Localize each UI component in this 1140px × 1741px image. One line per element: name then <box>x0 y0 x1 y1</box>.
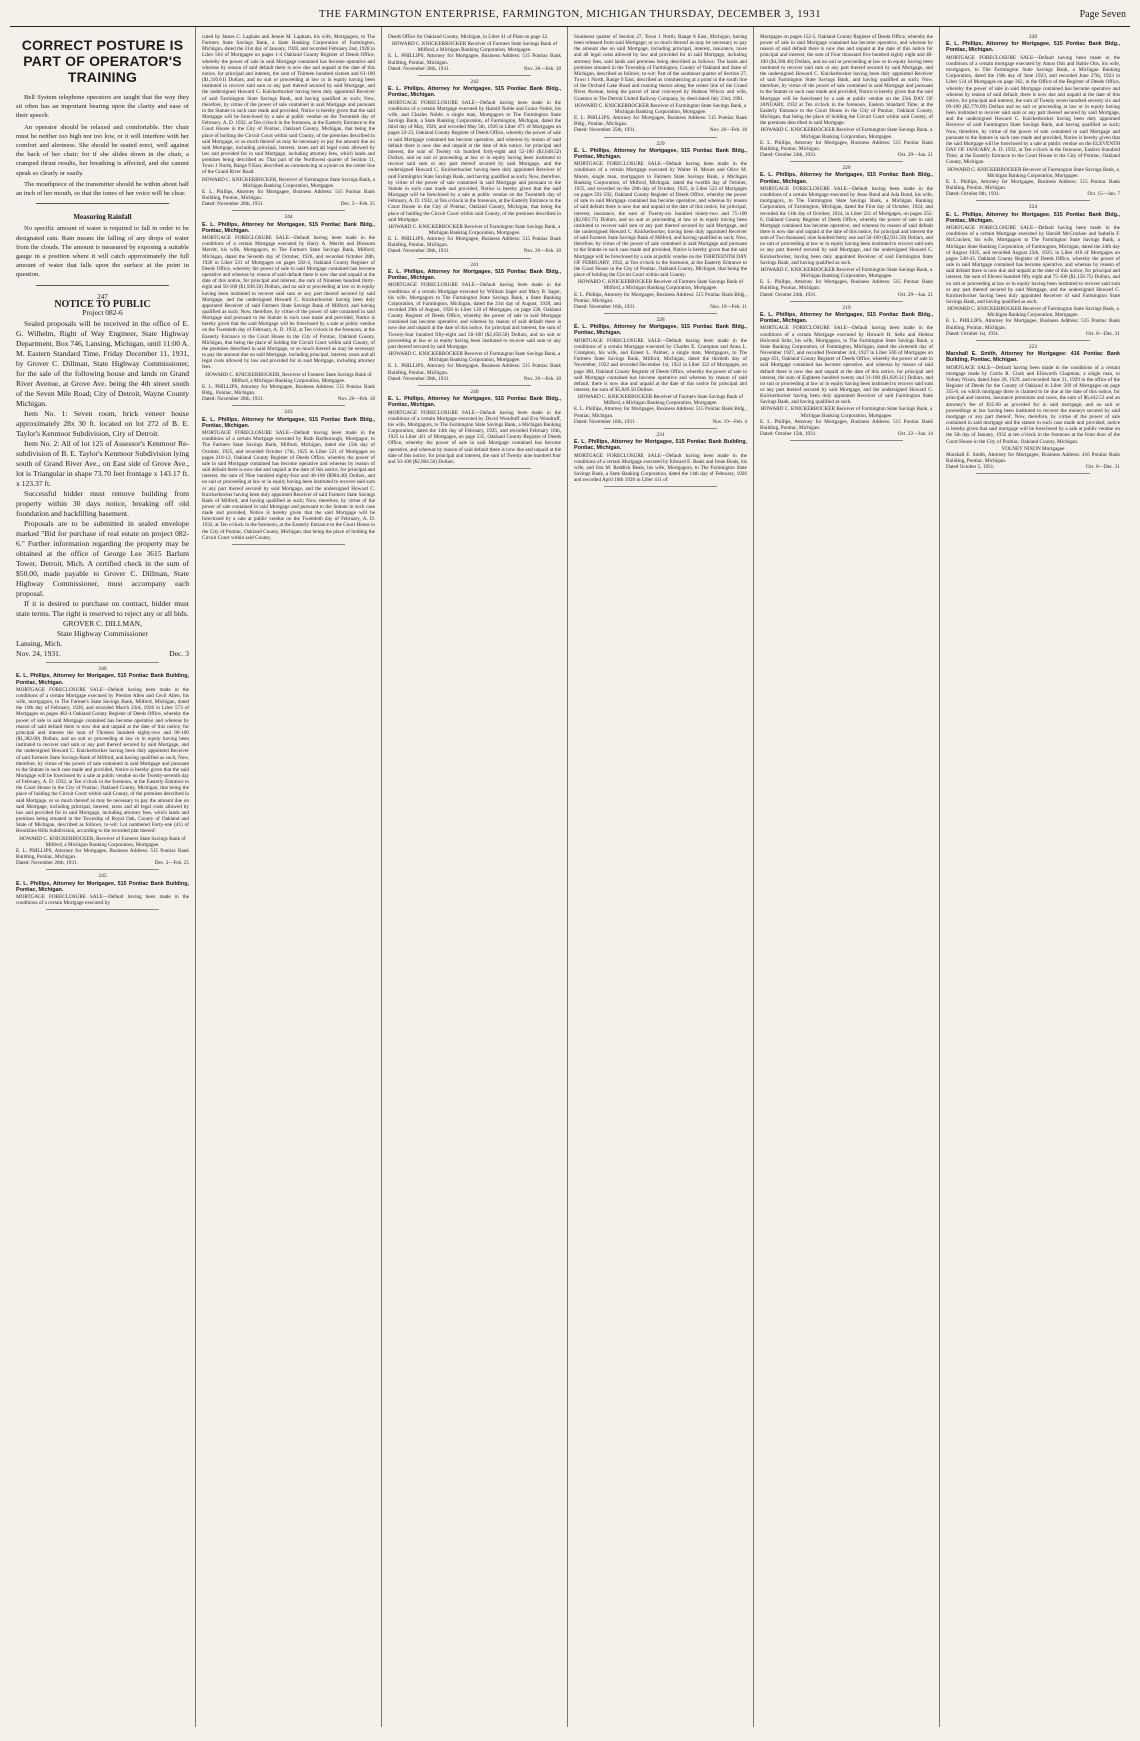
ads-col4 <box>574 34 747 487</box>
divider <box>418 385 531 386</box>
attorney-signature: E. L. PHILLIPS, Attorney for Mortgagee, Business Address: 515 Pontiac Bank Building, Pontiac, Michigan. <box>946 318 1120 331</box>
receiver-signature: HOWARD C. KNICKERBOCKER, Receiver of Farmers State Savings Bank of Milford, a Michigan Banking Corporation, Mortgagee. <box>205 371 372 384</box>
story-paragraph: An operator should be relaxed and comfortable. Her chair must be neither too high nor too low, or it will interfere with her comfort and alertness. She should be seated erect, well against the back of her chair; for if she slides down in the chair, a cramped thrust results, her breathing is affected, and she cannot speak so clearly or easily. <box>16 123 189 177</box>
divider <box>418 468 531 469</box>
attorney-signature: E. L. PHILLIPS, Attorney for Mortgagee, Business Address: 515 Pontiac Bank Building, Pontiac, Michigan. <box>388 236 561 249</box>
ads-col1 <box>16 666 189 910</box>
attorney-signature: E. L. PHILLIPS, Attorney for Mortgagee, Business Address: 515 Pontiac Bank Bldg., Pontiac, Michigan. <box>202 383 375 397</box>
notice-body: MORTGAGE FORECLOSURE SALE—Default having been made in the conditions of a certain Mortgage executed by Howard H. Seltz and Helena Holcomb Seltz, his wife, Mortgagors, to The Farmington State Savings Bank, a State Banking Corporation, of Farmington, Michigan, dated the sixteenth day of November 1927, and recorded December 3rd, 1927 in Liber 566 of Mortgages on page 451, Oakland County Register of Deeds Office, whereby the power of sale in said Mortgage contained has become operative, and whereas by reason of said default there is now due and unpaid at the date of this notice, for principal and interest, the sum of Eighteen hundred twenty and 31-100 ($1,820.31) Dollars, and no suit or proceeding at law or in equity having been instituted to recover said sum or any part thereof secured by said Mortgage, and the undersigned Howard C. Knickerbocker having been duly appointed Receiver of said Farmington State Savings Bank, and having qualified as such. <box>760 325 933 406</box>
legal-notice <box>946 204 1120 337</box>
notice-footer <box>202 201 375 207</box>
legal-notice <box>946 344 1120 470</box>
notice-title: NOTICE TO PUBLIC <box>54 298 151 310</box>
legal-notice <box>388 389 561 465</box>
notice-paragraph: If it is desired to purchase on contract, bidder must state terms. The right is reserved to reject any or all bids. <box>16 599 189 619</box>
notice-number: 228 <box>656 317 665 323</box>
column-2 <box>196 27 382 1727</box>
notice-run: Oct. 8—Dec. 31 <box>1086 330 1120 337</box>
notice-run: Dec. 3 <box>169 649 189 659</box>
legal-notice <box>574 432 747 484</box>
attorney-signature: E. L. Phillips, Attorney for Mortgagee, Business Address: 515 Pontiac Bank Bldg., Pontiac, Michigan. <box>574 291 747 304</box>
notice-run: Oct. 15—Jan. 7 <box>1087 191 1120 198</box>
attorney-heading: E. L. Phillips, Attorney for Mortgagee, 515 Pontiac Bank Bldg., Pontiac, Michigan. <box>574 147 747 160</box>
masthead <box>10 6 1130 27</box>
divider <box>604 486 717 487</box>
notice-paragraph: Item No. 2: All of lot 125 of Assessor's Kenmoor Re-subdivision of B. E. Taylor's Kenmoor Subdivision lying south of Grand River Ave., on East side of Grove Ave., lot is Triangular in shape 73.70 feet frontage x 143.17 ft. x 123.37 ft. <box>16 439 189 489</box>
notice-number: 242 <box>470 78 479 85</box>
divider <box>976 340 1090 341</box>
attorney-signature: E. L. Phillips, Attorney for Mortgagee, Business Address: 515 Pontiac Bank Building, Pontiac, Michigan. <box>760 279 933 292</box>
notice-run: Nov. 26—Feb. 18 <box>709 127 747 134</box>
receiver-signature: HOWARD C. KNICKERBOCKER Receiver of Farmington State Savings Bank, a Michigan Banking Corporation, Mortgagee. <box>574 102 747 115</box>
notice-date: Dated: October 15th, 1931. <box>760 431 817 438</box>
attorney-signature: E. L. Phillips, Attorney for Mortgagee, Business Address: 515 Pontiac Bank Building, Pontiac, Michigan. <box>760 139 933 152</box>
divider <box>418 75 531 76</box>
divider <box>790 161 903 162</box>
notice-footer <box>574 419 747 425</box>
notice-run: Oct. 22—Jan. 14 <box>897 431 933 438</box>
notice-place: Lansing, Mich. <box>16 639 63 649</box>
legal-notice <box>574 34 747 134</box>
notice-date: Dated: November 20th, 1931. <box>388 65 450 72</box>
story-headline: CORRECT POSTURE IS PART OF OPERATOR'S TRAINING <box>21 37 184 85</box>
notice-body: Deeds Office for Oakland County, Michigan, in Liber 41 of Plats on page 32. <box>388 34 549 40</box>
receiver-signature: HOWARD C. KNICKERBOCKER, Receiver of Farmers State Savings Bank of Milford, a Michigan Banking Corporation, Mortgagee. <box>19 835 186 848</box>
column-3 <box>382 27 568 1727</box>
notice-number: 241 <box>470 261 479 268</box>
notice-number: 229 <box>656 140 665 147</box>
story-paragraph: Bell System telephone operators are taught that the way they sit often has an important bearing upon the clarity and ease of their speech. <box>16 94 189 120</box>
attorney-signature: E. L. PHILLIPS, Attorney for Mortgagee, Business Address: 515 Pontiac Bank Building, Pontiac, Michigan. <box>388 363 561 376</box>
notice-body: MORTGAGE FORECLOSURE SALE—Default having been made in the conditions of a certain Mortgage executed by Preston Allen and Cecil Allen, his wife, mortgagors, to The Farmer's State Savings Bank, Milford, Michigan, dated the 16th day of February, 1926, and recorded March 23rd, 1926 in Liber 573 of Mortgages on pages 482-4 Oakland County Register of Deeds Office, whereby the power of sale in said Mortgage contained has become operative and whereas by reason of said default there is now due and unpaid at the date of this notice, for principal and interest the sum of Thirteen hundred eighty-two and 00-100 ($1,382.00) Dollars, and no suit or proceeding at law or in equity having been instituted to recover said sum or any part thereof secured by said Mortgage, and the undersigned Howard C. Knickerbocker having been duly appointed Receiver of said Farmers State Savings Bank of Milford, and having qualified as such; Now, therefore, by virtue of the power of sale contained in said Mortgage and pursuant to the Statute in such case made and provided, Notice is hereby given that the said Mortgage will be foreclosed by a sale at public vendue on the Twenty-seventh day of February, A. D. 1932, at Ten o'clock in the forenoon, at the Easterly Entrance to the Court House in the City of Pontiac, Oakland County, Michigan, that being the place of holding the Circuit Court within said County, of the premises described in said Mortgage, or so much thereof as may be necessary to pay the amount due on said Mortgage, including principal, interest, taxes and all legal costs allowed by law and provided for in said Mortgage, including attorney fees, which lands and premises being situated in the Township of Royal Oak, County of Oakland and State of Michigan, described as follows, to-wit: Lot numbered Forty-one (41) of Brookline Hills Subdivision, according to the recorded plat thereof. <box>16 686 189 835</box>
notice-paragraph: Sealed proposals will be received in the office of E. G. Wilhelm, Right of Way Engineer, State Highway Department, Box 746, Lansing, Michigan, until 11:00 A. M. Eastern Standard Time, Friday December 11, 1931, by Grover C. Dillman, State Highway Commissioner, for the sale of the following house and lands on Grand River Avenue, at Grove Ave. being the 4th street south of the Seven Mile Road; City of Detroit, Wayne County Michigan. <box>16 319 189 409</box>
ads-col5 <box>760 34 933 441</box>
divider <box>36 285 169 286</box>
notice-footer <box>388 248 561 254</box>
receiver-signature: HOWARD C. KNICKERBOCKER Receiver of Farmington State Savings Bank, a Michigan Banking Corporation, Mortgagee. <box>388 351 561 364</box>
notice-signer: GROVER C. DILLMAN, <box>63 619 142 629</box>
notice-date: Dated: October 24th, 1931. <box>760 291 817 298</box>
notice-body: MORTGAGE FORECLOSURE SALE—Default having been made in the conditions of a certain Mortgage executed by David Woodruff and Eva Woodruff, his wife, Mortgagors, to The Farmington State Savings Bank, a Michigan Banking Corporation, dated the 14th day of February, 1925, and recorded February 16th, 1925 in Liber 421 of Mortgages, on page 235, Oakland County Register of Deeds Office, whereby the power of sale in said Mortgage contained has become operative, and whereas by reason of said default there is now due and unpaid at the date of this notice, for principal and interest, the sum of Twenty nine hundred four and 50-100 ($2,904.50) Dollars. <box>388 409 561 465</box>
notice-body: MORTGAGE FORECLOSURE SALE—Default having been made in the conditions of a certain Mortgage executed by Walter H. Moore and Olive M. Moore, single man, mortgagors to Farmers State Savings Bank, a Michigan Banking Corporation, of Milford, Michigan, dated the twelfth day of October, 1925, and recorded on the 29th day of October, 1925, in Liber 522 of Mortgages on pages 591-592, Oakland County Register of Deeds Office, whereby the power of sale in said Mortgage contained has become operative, and whereas by reason of said default there is now due and unpaid at the date of this notice, for principal, interest, insurance, the sum of Twenty-six hundred ninety-two and 75-100 ($2,692.75) Dollars, and no suit or proceeding at law or in equity having been instituted to recover said sum or any part thereof secured by said Mortgage, and the undersigned Howard C. Knickerbocker, having been duly appointed Receiver of said Farmers State Savings Bank of Milford, and having qualified as such; Now, therefore, by virtue of the power of sale contained in said Mortgage and pursuant to the Statute in such case made and provided, Notice is hereby given that the said Mortgage will be foreclosed by a sale at public vendue on the THIRTEENTH DAY OF FEBRUARY, 1932, at Ten o'clock in the forenoon, at the Easterly Entrance to the Court House in the City of Pontiac, Oakland County, Michigan, that being the place of holding the Circuit Court within said County. <box>574 161 747 279</box>
legal-notice <box>16 873 189 906</box>
notice-run: Nov. 26—Feb. 18 <box>523 375 561 382</box>
notice-body: MORTGAGE FORECLOSURE SALE—Default having been made in the conditions of a certain Mortgage executed by Harold Noble and Grace Noble, his wife, and Charles Noble, a single man, Mortgagors to The Farmington State Savings Bank, a State Banking Corporation, of Farmington, Michigan, dated the third day of May, 1926, and recorded May 5th, 1926 in Liber 471 of Mortgages on pages 22-23, Oakland County Register of Deeds Office, whereby the power of sale in said Mortgage contained has become operative, and whereas by reason of said default there is now due and unpaid at the date of this notice, for principal and interest, the sum of Twenty six hundred forty-eight and 52-100 ($2,648.52) Dollars, and no suit or proceeding at law or in equity having been instituted to recover said sum or any part thereof secured by said Mortgage, and the undersigned Howard C. Knickerbocker having been duly appointed Receiver of said Farmington State Savings Bank, and having qualified as such; Now, therefore, by virtue of the power of sale contained in said Mortgage and pursuant to the Statute in such case made and provided, Notice is hereby given that the said Mortgage will be foreclosed by a sale at public vendue on the Twentieth day of February, A. D. 1932, at Ten o'clock in the forenoon, at the Easterly Entrance to the Court House in the City of Pontiac, Oakland County, Michigan, that being the place of holding the Circuit Court within said County, of the premises described in said Mortgage. <box>388 99 562 223</box>
ads-col3 <box>388 34 561 469</box>
legal-notice <box>760 165 933 298</box>
ads-col6 <box>946 34 1120 474</box>
notice-date: Dated: October 8th, 1931. <box>946 191 1001 198</box>
notice-footer <box>388 66 561 72</box>
notice-run: Nov. 26—Feb. 18 <box>523 248 561 255</box>
notice-date: Dated: October 24th, 1931. <box>760 151 817 158</box>
legal-notice <box>760 305 933 438</box>
notice-footer <box>760 152 933 158</box>
receiver-signature: HOWARD C. KNICKERBOCKER, Receiver of Farmington State Savings Bank, a Michigan Banking Corporation, Mortgagee. <box>202 176 375 189</box>
notice-paragraph: Item No. 1: Seven room, brick veneer house approximately 28x 30 ft. located on lot 272 of B. E. Taylor's Kenmoor Subdivision, City of Detroit. <box>16 409 189 439</box>
notice-date: Dated: November 20th, 1931. <box>388 375 450 382</box>
attorney-heading: E. L. Phillips, Attorney for Mortgagee, 515 Pontiac Bank Building, Pontiac, Michigan. <box>574 439 747 452</box>
divider <box>604 313 717 314</box>
attorney-heading: E. L. Phillips, Attorney for Mortgagee, 515 Pontiac Bank Bldg., Pontiac, Michigan. <box>388 396 561 409</box>
attorney-signature: E. L. PHILLIPS, Attorney for Mortgagee, Business Address: 515 Pontiac Bank Building, Pontiac, Michigan. <box>16 847 189 861</box>
notice-date: Dated: November 25th, 1931. <box>574 127 636 134</box>
divider <box>418 258 531 259</box>
notice-body: Mortgages on pages 152-5, Oakland County Register of Deeds Office, whereby the power of sale in said Mortgage contained has become operative, and whereas by reason of said default there is now due and unpaid at the date of this notice for principal and interest, the sum of Four thousand five hundred eighty eight and 40-100 ($4,588.40) Dollars, and no suit or proceeding at law or in equity having been instituted to recover said sum or any part thereof secured by said Mortgage, and the undersigned Howard C. Knickerbocker having been duly appointed Receiver of said Farmington State Savings Bank, and having qualified as such; Now, therefore, by virtue of the power of sale contained in said Mortgage and pursuant to the Statute in such case made and provided, Notice is hereby given that the said Mortgage will be foreclosed by a sale at public vendue on the 25th DAY OF JANUARY, 1932 at Ten o'clock in the forenoon, Eastern Standard Time, at the Easterly Entrance to the Court House in the City of Pontiac, Oakland County, Michigan, that being the place of holding the Circuit Court within said County, of the premises described in said Mortgage. <box>760 34 933 127</box>
notice-run: Oct. 29—Jan. 21 <box>897 151 933 158</box>
attorney-heading: E. L. Phillips, Attorney for Mortgagee, 515 Pontiac Bank Bldg., Pontiac, Michigan. <box>946 41 1120 54</box>
attorney-heading: E. L. Phillips, Attorney for Mortgagee, 515 Pontiac Bank Bldg., Pontiac, Michigan. <box>388 268 561 282</box>
notice-number: 240 <box>470 388 479 395</box>
notice-date: Dated: November 16th, 1931. <box>574 418 636 425</box>
divider <box>232 210 345 211</box>
columns <box>10 27 1130 1727</box>
attorney-signature: E. L. PHILLIPS, Attorney for Mortgagee, Business Address: 515 Pontiac Bank Building, Pontiac, Michigan. <box>388 53 561 66</box>
receiver-signature: HOWARD C. KNICKERBOCKER Receiver of Farmington State Savings Bank, a Michigan Banking Corporation, Mortgagee. <box>760 127 933 140</box>
notice-footer <box>946 331 1120 337</box>
notice-run: Nov. 19—Feb. 11 <box>710 303 747 310</box>
attorney-heading: E. L. Phillips, Attorney for Mortgagee, 515 Pontiac Bank Bldg., Pontiac, Michigan. <box>202 416 375 429</box>
notice-body: MORTGAGE FORECLOSURE SALE—Default having been made in the conditions of a certain Mortgage executed by <box>16 894 189 907</box>
receiver-signature: HOWARD C. KNICKERBOCKER Receiver of Farmington State Savings Bank, a Michigan Banking Corporation, Mortgagee. <box>947 306 1119 319</box>
notice-run: Dec. 3—Feb. 25 <box>340 201 375 208</box>
attorney-signature: E. L. Phillips, Attorney for Mortgagee, Business Address: 515 Pontiac Bank Building, Pontiac, Michigan. <box>946 178 1120 192</box>
divider <box>46 909 159 910</box>
notice-footer <box>946 464 1120 470</box>
notice-footer <box>760 292 933 298</box>
page-number: Page Seven <box>1079 9 1126 20</box>
divider <box>604 137 717 138</box>
attorney-signature: E. L. Phillips, Attorney for Mortgagee, Business Address: 515 Pontiac Bank Bldg., Pontiac, Michigan. <box>574 406 747 419</box>
divider <box>46 869 159 870</box>
notice-date: Dated: November 20th, 1931. <box>388 248 450 255</box>
notice-body: cuted by James C. Lapham and Jennie M. Lapham, his wife, Mortgagors, to The Farmers State Savings Bank, a State Banking Corporation of Farmington, Michigan, dated the 31st day of January, 1928, and recorded February 2nd, 1928 in Liber 564 of Mortgages on pages 1-4 Oakland County Register of Deeds Office, whereby the power of sale in said Mortgage contained has become operative and whereas by reason of said default there is now due and unpaid at the date of this notice, for principal and interest, the sum of Thirteen hundred sixteen and 61-100 ($1,316.61) Dollars, and no suit or proceeding at law or in equity having been instituted to recover said sum or any part thereof secured by said Mortgage, and the undersigned Howard C. Knickerbocker having been duly appointed Receiver of said Farmington State Savings Bank, and having qualified as such; Now, therefore, by virtue of the power of sale contained in said Mortgage and pursuant to the Statute in such case made and provided, Notice is hereby given that the said Mortgage will be foreclosed by a sale at public vendue on the Twentieth day of February, A. D. 1932, at Ten o'clock in the forenoon, at the Easterly Entrance to the Court House in the City of Pontiac, Oakland County, Michigan, that being the place of holding the Circuit Court within said County, of the premises described in said Mortgage, or so much thereof as may be necessary to pay the amount due on said Mortgage, including principal, interest, taxes and all legal costs allowed by law and provided for in said Mortgage, including attorney fees, which lands and premises being described as: That part of the Northwest quarter of Section 11, Town 1 North, Range 9 East, described as commencing at a point on the center line of the Grand River Road. <box>202 34 376 176</box>
notice-footer <box>574 304 747 310</box>
notice-paragraph: Proposals are to be submitted in sealed envelope marked "Bid for purchase of real estate on project 082-6." Further information regarding the property may be obtained at the office of George Lee 3615 Barlum Tower, Detroit, Mich. A certified check in the sum of $50.00, made payable to Grover C. Dillman, State Highway Commissioner, must accompany each proposal. <box>16 519 189 599</box>
legal-notice <box>388 79 561 255</box>
notice-body: MORTGAGE FORECLOSURE SALE—Default having been made in the conditions of a certain Mortgage executed by Charles E. Crampton and Anna L. Crampton, his wife, and Ernest L. Palmer, a single man, Mortgagors, to The Farmers State Savings Bank, Milford, Michigan, dated the thirtieth day of November, 1922 and recorded December 1st, 1922 in Liber 322 of Mortgages, on page 380, Oakland County Register of Deeds Office, whereby the power of sale in said Mortgage contained has become operative and whereas by reason of said default, there is now due and unpaid at the date of this notice for principal and interest, the sum of $5,849.50 Dollars. <box>574 337 747 393</box>
attorney-heading: E. L. Phillips, Attorney for Mortgagee, 515 Pontiac Bank Building, Pontiac, Michigan. <box>16 673 189 686</box>
notice-run: Oct. 29—Jan. 21 <box>897 291 933 298</box>
attorney-heading: E. L. Phillips, Attorney for Mortgagee, 515 Pontiac Bank Bldg., Pontiac, Michigan. <box>946 211 1120 224</box>
divider <box>232 405 345 406</box>
divider <box>232 544 345 545</box>
notice-body: MORTGAGE FORECLOSURE SALE—Default having been made in the conditions of a certain Mortgage executed by Edward E. Beals and Irene Beals, his wife, and Ora M. Reddick Beals, his wife, Mortgagors, to The Farmington State Savings Bank, a State Banking Corporation, dated the 14th day of February, 1926 and recorded April 10th 1926 in Liber 411 of <box>574 452 747 484</box>
notice-footer <box>16 649 189 659</box>
receiver-signature: HOWARD C. KNICKERBOCKER Receiver of Farmington State Savings Bank, a Michigan Banking Corporation, Mortgagee. <box>947 166 1119 179</box>
notice-number: 247 <box>97 292 108 301</box>
notice-body: MORTGAGE FORECLOSURE SALE—Default having been made in the conditions of a certain Mortgage executed by Jesse Bond and Ada Bond, his wife, mortgagors, to The Farmington State Savings Bank, a Michigan Banking Corporation, of Farmington, Michigan, dated the First day of October, 1924, and recorded the 11th day of October, 1924, in Liber 231 of Mortgages, on pages 255-6, Oakland County Register of Deeds Office, whereby the power of sale in said Mortgage contained has become operative, and whereas by reason of said default there is now due and unpaid at the date of this notice, for principal and interest the sum of Two thousand, nine hundred thirty one and 50-100 ($2,931.50) Dollars, and no suit or proceeding at law or in equity having been instituted to recover said sum or any part thereof secured by said Mortgage, and the undersigned Howard C. Knickerbocker, having been duly appointed Receiver of said Farmington State Savings Bank, and having qualified as such. <box>760 185 933 266</box>
legal-notice <box>574 317 747 425</box>
notice-date: Dated: October 1st, 1931. <box>946 330 1000 337</box>
notice-run: Nov. 26—Feb. 18 <box>523 65 561 72</box>
receiver-signature: HOWARD C. KNICKERBOCKER Receiver of Farmington State Savings Bank, a Michigan Banking Corporation, Mortgagee. <box>388 223 561 236</box>
notice-number: 231 <box>656 431 665 438</box>
notice-paragraph: Successful bidder must remove building from property within 30 days notice, breaking off old foundation and backfilling basement. <box>16 489 189 519</box>
column-5 <box>754 27 940 1727</box>
attorney-signature: E. L. Phillips, Attorney for Mortgagee, Business Address: 515 Pontiac Bank Building, Pontiac, Michigan. <box>760 418 933 431</box>
notice-number: 243 <box>284 409 293 416</box>
notice-run: Oct. 8—Dec. 31 <box>1086 464 1120 471</box>
attorney-signature: Marshall E. Smith, Attorney for Mortgagee, Business Address: 416 Pontiac Bank Building, Pontiac, Michigan. <box>946 451 1120 464</box>
divider <box>790 301 903 302</box>
receiver-signature: VOLNEY NIXON Mortgagee <box>1001 445 1065 452</box>
notice-footer <box>574 127 747 133</box>
notice-run: Nov. 26—Feb. 18 <box>337 396 375 403</box>
legal-notice <box>946 34 1120 197</box>
notice-footer <box>202 396 375 402</box>
divider <box>976 473 1090 474</box>
receiver-signature: HOWARD C. KNICKERBOCKER Receiver of Farmington State Savings Bank, a Michigan Banking Corporation, Mortgagee. <box>760 406 933 419</box>
attorney-heading: E. L. Phillips, Attorney for Mortgagee, 515 Pontiac Bank Bldg., Pontiac, Michigan. <box>388 86 561 99</box>
notice-footer <box>16 860 189 866</box>
notice-footer <box>760 431 933 437</box>
legal-notice <box>388 262 561 382</box>
legal-notice <box>16 666 189 866</box>
notice-date: Dated: November 20th, 1931. <box>202 201 264 208</box>
notice-number: 226 <box>1028 34 1038 40</box>
attorney-signature: E. L. Phillips, Attorney for Mortgagee, Business Address: 515 Pontiac Bank Building, Pontiac, Michigan. <box>202 188 375 202</box>
story-subhead: Measuring Rainfall <box>73 213 132 222</box>
masthead-title: THE FARMINGTON ENTERPRISE, FARMINGTON, MICHIGAN THURSDAY, DECEMBER 3, 1931 <box>318 8 822 20</box>
attorney-heading: E. L. Phillips, Attorney for Mortgagee, 515 Pontiac Bank Bldg., Pontiac, Michigan. <box>202 221 375 234</box>
receiver-signature: HOWARD C. KNICKERBOCKER Receiver of Farmers State Savings Bank of Milford, a Michigan Banking Corporation, Mortgagee. <box>577 394 744 407</box>
legal-notice <box>202 214 375 402</box>
column-1 <box>10 27 196 1727</box>
legal-notice <box>574 141 747 311</box>
receiver-signature: HOWARD C. KNICKERBOCKER Receiver of Farmers State Savings Bank of Milford, a Michigan Banking Corporation, Mortgagee. <box>577 279 744 292</box>
notice-body: MORTGAGE FORECLOSURE SALE—Default having been made in the conditions of a certain Mortgage executed by Harry A. Merritt and Blossom Merritt, his wife, Mortgagors, to The Farmers State Savings Bank, Milford, Michigan, dated the Seventh day of October, 1926, and recorded October 28th, 1926 in Liber 531 of Mortgages on pages 582-4, Oakland County Register of Deeds Office, whereby the power of sale in said Mortgage contained has become operative and whereas by reason of said default there is now due and unpaid at the date of this notice, for principal and interest, the sum of Nineteen hundred thirty-eight and 50-100 ($1,938.50) Dollars, and no suit or proceeding at law or in equity having been instituted to recover said sum or any part thereof secured by said Mortgage, and the undersigned Howard C. Knickerbocker having been duly appointed Receiver of said Farmers State Savings Bank of Milford, and having qualified as such; Now, therefore, by virtue of the power of sale contained in said Mortgage and pursuant to the Statute in such case made and provided, Notice is hereby given that the said Mortgage will be foreclosed by a sale at public vendue on the Twentieth day of February, A. D. 1932, at Ten o'clock in the forenoon, at the Easterly Entrance to the Court House in the City of Pontiac, Oakland County, Michigan, that being the place of holding the Circuit Court within said County, of the premises described in said Mortgage, or so much thereof as may be necessary to pay the amount due on said Mortgage, including principal, interest, taxes and all legal costs allowed by law and provided for in said Mortgage, including attorney fees. <box>202 235 375 371</box>
story-paragraph: The mouthpiece of the transmitter should be within about half an inch of her mouth, so that the tones of her voice will be clear. <box>16 180 189 198</box>
divider <box>790 440 903 441</box>
attorney-heading: Marshall E. Smith, Attorney for Mortgagee: 416 Pontiac Bank Building, Pontiac, Michigan. <box>946 351 1120 364</box>
notice-body: MORTGAGE FORECLOSURE SALE—Default having been made in the conditions of a certain Mortgage executed by William Sager and Mary B. Sager, his wife, Mortgagors to The Farmington State Savings Bank, a State Banking Corporation, of Farmington, Michigan, dated the 21st day of August, 1928, and recorded 29th of August, 1928 in Liber 120 of Mortgages, on page 228, Oakland County Register of Deeds Office, whereby the power of sale in said Mortgage contained has become operative, and whereas by reason of said default there is now due and unpaid at the date of this notice, for principal and interest, the sum of Twenty-four hundred fifty-eight and 50-100 ($2,458.50) Dollars, and no suit or proceeding at law or in equity having been instituted to recover said sum or any part thereof secured by said Mortgage. <box>388 282 561 350</box>
ads-col2 <box>202 34 375 545</box>
attorney-heading: E. L. Phillips, Attorney for Mortgagee, 515 Pontiac Bank Bldg., Pontiac, Michigan. <box>574 324 747 337</box>
column-4 <box>568 27 754 1727</box>
notice-number: 224 <box>1028 204 1038 211</box>
story-body <box>16 93 189 280</box>
story-paragraph: No specific amount of water is required to fall in order to be designated rain. Rain means the falling of any drops of water from the clouds. The amount is measured by exposing a suitable gauge in a position where it will catch approximately the full amount of water that falls upon the surface at the point in question. <box>16 225 189 279</box>
notice-number: 244 <box>284 214 293 221</box>
divider <box>604 428 717 429</box>
legal-notice <box>202 409 375 541</box>
notice-footer <box>946 191 1120 197</box>
notice-run: Dec. 3—Feb. 25 <box>154 860 189 867</box>
column-6 <box>940 27 1126 1727</box>
legal-notice <box>760 34 933 158</box>
attorney-heading: E. L. Phillips, Attorney for Mortgagee, 515 Pontiac Bank Bldg., Pontiac, Michigan. <box>760 172 933 185</box>
notice-number: 223 <box>1028 343 1038 350</box>
notice-date: Dated: November 20th, 1931. <box>202 396 264 403</box>
attorney-signature: E. L. PHILLIPS, Attorney for Mortgagee, Business Address: 515 Pontiac Bank Bldg., Pontiac, Michigan. <box>574 115 747 128</box>
notice-number: 219 <box>842 304 851 311</box>
notice-body: MORTGAGE SALE—Default having been made in the conditions of a certain mortgage made by Carrie R. Clark and Ellsworth Chapman, a single man, to Volney Nixon, dated June 20, 1929, and recorded June 21, 1929 in the office of the Register of Deeds for the County of Oakland in Liber 569 of Mortgages on page 355-6, on which mortgage there is claimed to be due at the date of this notice, for principal and interest, insurance premiums and taxes, the sum of $6,442.53 and an attorney's fee of $35.00 as provided for in said mortgage, and no suit or proceedings at law having been instituted to recover the moneys secured by said mortgage or any part thereof. Now, therefore, by virtue of the power of sale contained in said mortgage and the statute in such case made and provided, notice is hereby given that said mortgage will be foreclosed by a sale at public vendue on the 5th day of January, 1932 at ten o'clock in the forenoon at the front door of the Court House in the City of Pontiac, Oakland County, Michigan. <box>946 364 1120 445</box>
notice-body: MORTGAGE FORECLOSURE SALE—Default having been made in the conditions of a certain Mortgage executed by Ruth Barlborough, Mortgagor, to The Farmers State Savings Bank, Milford, Michigan, dated the 15th day of October, 1925, and recorded October 17th, 1925 in Liber 521 of Mortgages on pages 210-12, Oakland County Register of Deeds Office, whereby the power of sale in said Mortgage contained has become operative and whereas by reason of said default there is now due and unpaid at the date of this notice, for principal and interest, the sum of Nine hundred eighty-four and 40-100 ($984.40) Dollars, and no suit or proceeding at law or in equity having been instituted to recover said sum or any part thereof secured by said Mortgage, and the undersigned Howard C. Knickerbocker having been duly appointed Receiver of said Farmers State Savings Bank of Milford, and having qualified as such; Now, therefore, by virtue of the power of sale contained in said Mortgage and pursuant to the Statute in such case made and provided, Notice is hereby given that the said Mortgage will be foreclosed by a sale at public vendue on the Twentieth day of February, A. D. 1932, at Ten o'clock in the forenoon, at the Easterly Entrance to the Court House in the City of Pontiac, Oakland County, Michigan, that being the place of holding the Circuit Court within said County. <box>202 430 375 541</box>
divider <box>36 203 169 204</box>
notice-body: MORTGAGE FORECLOSURE SALE—Default having been made in the conditions of a certain Mortgage executed by Harold McCracken and Isabella F. McCracken, his wife, Mortgagors to The Farmington State Savings Bank, a Michigan State Banking Corporation, of Farmington, Michigan, dated the 24th day of August 1925, and recorded August 25th, 1925, in Liber 410 of Mortgages on pages 540-43, Oakland County Register of Deeds Office, whereby the power of sale in said Mortgage contained has become operative, and whereas by reason of said default there is now due and unpaid at the date of this notice, for principal and interest, the sum of Eleven hundred fifty eight and 75-100 ($1,158.75) Dollars, and no suit or proceeding at law or in equity having been instituted to recover said sum or any part thereof secured by said Mortgage, and the undersigned Howard C. Knickerbocker having been duly appointed Receiver of said Farmington State Savings Bank, and having qualified as such. <box>946 225 1120 305</box>
notice-date: Dated: November 20th, 1931. <box>16 860 78 867</box>
notice-date: Nov. 24, 1931. <box>16 649 61 659</box>
notice-body: MORTGAGE FORECLOSURE SALE—Default having been made in the conditions of a certain mortgage executed by Amos Otis and Hattie Otis, his wife, mortgagors, to The Farmington State Savings Bank, a Michigan Banking Corporation, dated the 19th day of June 1923, and recorded June 27th, 1923 in Liber 124 of Mortgages on page 362, in the Office of the Register of Deeds Office, whereby the power of sale in said Mortgage contained has become operative and whereas by reason of said default, there is now due and unpaid at the date of this notice, for principal and interest, the sum of Twenty seven hundred seventy six and 09-100 ($2,776.09) Dollars and no suit or proceeding at law or in equity having been instituted to recover said sum or any part thereof secured by said Mortgage, and the undersigned Howard C. Knickerbocker having been duly appointed Receiver of said Farmington State Savings Bank, and having qualified as such; Now, therefore, by virtue of the power of sale contained in said Mortgage and pursuant to the Statute in such case made and provided, Notice is hereby given that the said Mortgage will be foreclosed by a sale at public vendue on the ELEVENTH DAY OF JANUARY, A. D. 1932, at Ten o'clock in the forenoon, Eastern Standard Time, at the Easterly Entrance to the Court House in the City of Pontiac, Oakland County, Michigan. <box>946 54 1120 166</box>
receiver-signature: HOWARD C. KNICKERBOCKER Receiver of Farmers State Savings Bank of Milford, a Michigan Banking Corporation, Mortgagee. <box>391 41 558 54</box>
public-notice <box>16 294 189 659</box>
legal-notice <box>202 34 375 207</box>
notice-number: 246 <box>98 666 107 673</box>
notice-project: Project 082-6 <box>82 307 123 317</box>
notice-body: Southeast quarter of Section 27, Town 1 North, Range 8 East, Michigan, having been released from said Mortgage; or so much thereof as may be necessary to pay the amount due on said Mortgage, including principal, interest, insurance, taxes and all legal costs allowed by law and provided for in said Mortgage, including attorney fees, said lands and premises being described as follows: The lands and premises situated in the Township of Farmington, County of Oakland and State of Michigan, described as follows, to-wit: Part of the southeast quarter of Section 27, Town 1 North, Range 9 East, described as commencing at a point in the south line of the Orchard Lake Road and running thence along the center line of the Grand River Avenue, being the parcel of land conveyed by Hudson Wilcox and wife, Grantors to The Detroit United Railway Company, by deed dated July 23rd, 1901. <box>574 34 747 102</box>
attorney-heading: E. L. Phillips, Attorney for Mortgagee, 515 Pontiac Bank Bldg., Pontiac, Michigan. <box>760 311 933 325</box>
legal-notice <box>388 34 561 72</box>
attorney-heading: E. L. Phillips, Attorney for Mortgagee, 515 Pontiac Bank Building, Pontiac, Michigan. <box>16 880 189 893</box>
notice-signer-title: State Highway Commissioner <box>56 629 149 639</box>
divider <box>976 200 1090 201</box>
notice-number: 220 <box>842 165 851 172</box>
receiver-signature: HOWARD C. KNICKERBOCKER Receiver of Farmington State Savings Bank, a Michigan Banking Corporation, Mortgagee. <box>760 266 933 280</box>
notice-date: Dated October 5, 1931. <box>946 464 995 471</box>
notice-footer <box>388 376 561 382</box>
divider <box>46 662 159 663</box>
notice-run: Nov. 19—Feb. 4 <box>712 418 747 425</box>
notice-date: Dated: November 16th, 1931. <box>574 303 636 310</box>
notice-number: 245 <box>98 873 107 880</box>
